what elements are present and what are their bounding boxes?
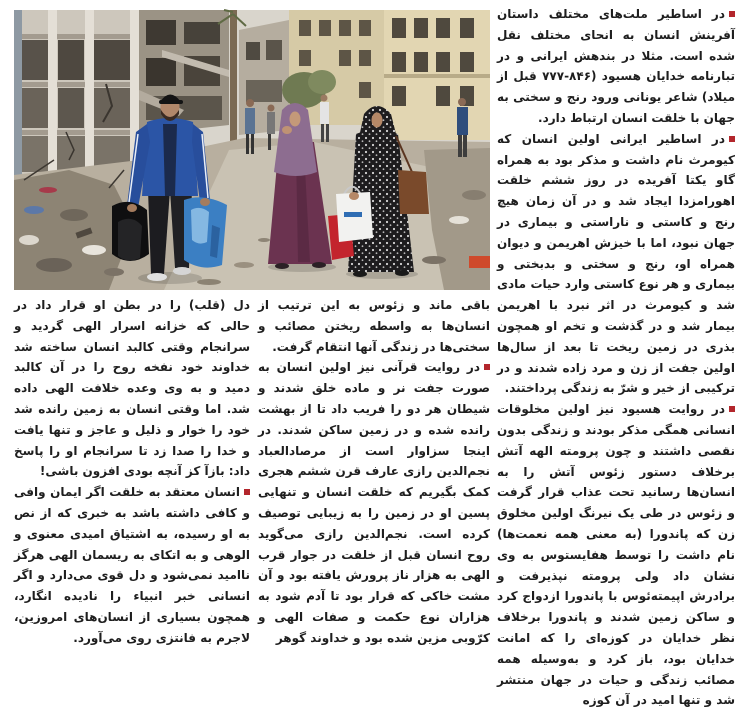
paragraph-bullet [729, 136, 735, 142]
paragraph-text: در اساطیر ایرانی اولین انسان که کیومرث نام داشت و مذکر بود به همراه گاو یکتا آفریده در روز ششم خلقت اهورامزدا ایجاد شد و در آن زمان هیچ رنج و کاستی و ناراستی و بیماری در جهان نبود، اما با خیزش اهریمن و دیوان همراه او، رنج و سختی و بدبختی و بیماری و هر نوع کاستی وارد حیات مادی شد و کیومرث در اثر نبرد با اهریمن بیمار شد و در گذشت و تخم او همچون بذری در زمین ریخت تا بعد از سال‌ها اولین جفت از زن و مرد زاده شدند و در ترکیبی از خیر و شرّ به زندگی پرداختند. [497, 131, 735, 396]
paragraph-text: انسان معتقد به خلقت اگر ایمان وافی و کافی داشته باشد به خبری که از نص به او رسیده، به اشتیاق امیدی معنوی و الوهی و به اتکای به ریسمان الهی هرگز ناامید نمی‌شود و دل قوی می‌دارد و اگر انسانی خبر انبیاء را نادیده انگارد، همچون بسیاری از انسان‌های امروزین، لاجرم به فانتزی روی می‌آورد. [14, 485, 250, 645]
paragraph-text: دل (قلب) را در بطن او قرار داد در حالی که خزانه اسرار الهی گردید و سرانجام وقتی کالبد انسان ساخته شد خداوند خود نفخه روح را در آن کالبد دمید و به وی وعده خلافت الهی داده شد. اما وقتی انسان به زمین رانده شد خود را خوار و ذلیل و عاجز و تنها یافت و خدا را صدا زد تا سرانجام او را پاسخ داد: بازآ کز آنچه بودی افزون باشی! [14, 298, 250, 479]
article-paragraph [258, 357, 490, 648]
article-photo [14, 10, 490, 290]
photo-blue-bag [184, 197, 227, 267]
article-column-middle [258, 295, 490, 645]
article-paragraph [14, 295, 250, 482]
paragraph-text: در روایت هسیود نیز اولین مخلوقات انسانی همگی مذکر بودند و زندگی بدون نقصی داشتند و چون پرومته الهه آتش برخلاف دستور زئوس آتش را به انسان‌ها رسانید تحت عذاب قرار گرفت و زئوس در طی یک نیرنگ اولین مخلوق زن که پاندورا (به معنی همه نعمت‌ها) نام داشت را توسط هفایستوس به وی نشان داد ولی پرومته نپذیرفت و برادرش اپیمته‌ئوس با پاندورا ازدواج کرد و ساکن زمین شدند و پاندورا برخلاف نظر خدایان در کوزه‌ای را که امانت خدایان بود، باز کرد و به‌وسیله همه مصائب زندگی و حیات در جهان منتشر شد و تنها امید در آن کوزه [497, 402, 735, 708]
paragraph-text: در روایت قرآنی نیز اولین انسان به صورت جفت نر و ماده خلق شدند و شیطان هر دو را فریب داد تا از بهشت رانده شده و در زمین ساکن شدند. در اینجا سزاوار است از مرصادالعباد نجم‌الدین رازی عارف قرن ششم هجری کمک بگیریم که خلقت انسان و تنهایی پسین او در زمین را به زیبایی توصیف کرده است. نجم‌الدین رازی می‌گوید روح انسان قبل از خلقت در جوار قرب الهی به هزار ناز پرورش یافته بود و آن مشت خاکی که قرار بود تا آدم شود به هزاران نوع حکمت و صفات الهی و کرّوبی مزین شده بود و خداوند گوهر [258, 360, 490, 645]
paragraph-bullet [729, 11, 735, 17]
paragraph-bullet [484, 364, 490, 370]
paragraph-bullet [244, 489, 250, 495]
photo-white-bag [336, 187, 373, 242]
article-column-right [497, 4, 735, 708]
article-paragraph [258, 295, 490, 357]
photo-left-building [14, 10, 139, 175]
article-paragraph [497, 4, 735, 129]
photo-black-bags [112, 202, 149, 261]
paragraph-text: باقی ماند و زئوس به این ترتیب از انسان‌ها به واسطه ریختن مصائب و سختی‌ها در زندگی آنها انتقام گرفت. [258, 298, 490, 354]
paragraph-text: در اساطیر ملت‌های مختلف داستان آفرینش انسان به انحای مختلف نقل شده است. مثلا در بندهش ایرانی و در تبارنامه خدایان هسیود (۸۴۶-۷۷۷ قبل از میلاد) شاعر یونانی ورود رنج و سختی به جهان با خلقت انسان ارتباط دارد. [497, 7, 735, 125]
article-paragraph [14, 482, 250, 648]
article-photo-image [14, 10, 490, 290]
article-column-left [14, 295, 250, 645]
paragraph-bullet [729, 406, 735, 412]
photo-brown-bag [398, 170, 429, 214]
photo-ruined-building [139, 10, 229, 135]
article-paragraph [497, 129, 735, 399]
article-paragraph [497, 399, 735, 711]
